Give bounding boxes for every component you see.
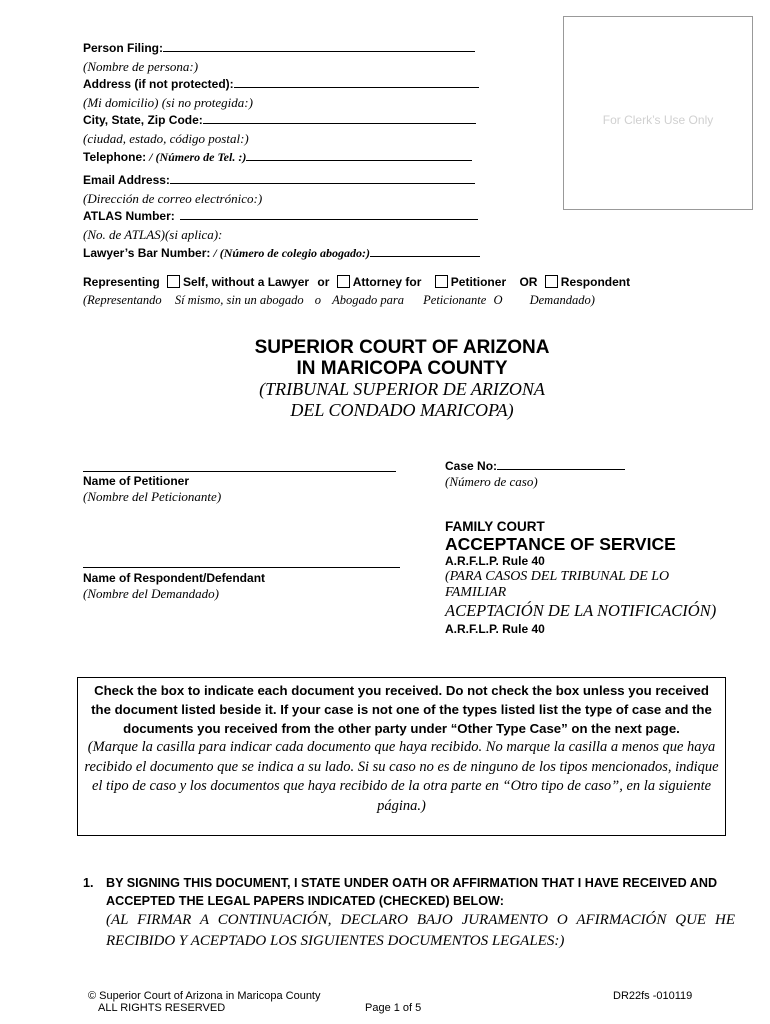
bar-number-es: / (Número de colegio abogado:)	[210, 246, 371, 260]
petitioner-es: Peticionante	[423, 293, 487, 307]
case-no-row	[445, 459, 625, 473]
person-filing-es: (Nombre de persona:)	[83, 59, 199, 74]
bar-number-row	[83, 246, 480, 261]
family-court-label: FAMILY COURT	[445, 519, 545, 534]
attorney-checkbox[interactable]	[337, 275, 350, 288]
email-row	[83, 173, 475, 187]
telephone-label: Telephone:	[83, 150, 147, 164]
person-filing-field[interactable]	[163, 51, 475, 52]
respondent-es: Demandado)	[529, 293, 595, 307]
form-title-es-line2: FAMILIAR	[445, 585, 507, 600]
case-no-field[interactable]	[497, 469, 625, 470]
respondent-name-es: (Nombre del Demandado)	[83, 586, 219, 601]
person-filing-label: Person Filing:	[83, 41, 164, 55]
person-filing-row	[83, 41, 475, 55]
or-caps-label: OR	[519, 275, 538, 289]
email-field[interactable]	[170, 183, 475, 184]
representing-row	[83, 275, 630, 289]
section-1-spanish: (AL FIRMAR A CONTINUACIÓN, DECLARO BAJO JURAMENTO O AFIRMACIÓN QUE HE RECIBIDO Y ACEPTADO LOS SIGUIENTES DOCUMENTOS LEGALES:)	[106, 912, 735, 949]
section-1-number: 1.	[83, 876, 94, 890]
footer-page-number: Page 1 of 5	[365, 1002, 422, 1014]
city-label: City, State, Zip Code:	[83, 113, 203, 127]
court-title-line1: SUPERIOR COURT OF ARIZONA	[254, 337, 550, 358]
bar-number-label: Lawyer’s Bar Number:	[83, 246, 211, 260]
petitioner-checkbox[interactable]	[435, 275, 448, 288]
telephone-field[interactable]	[246, 160, 472, 161]
or-es: o	[314, 293, 322, 307]
email-label: Email Address:	[83, 173, 170, 187]
city-es: (ciudad, estado, código postal:)	[83, 131, 249, 146]
case-no-es: (Número de caso)	[445, 474, 538, 489]
or-label: or	[317, 275, 330, 289]
petitioner-name-line[interactable]	[83, 471, 396, 472]
court-title-es-line1: (TRIBUNAL SUPERIOR DE ARIZONA	[259, 379, 545, 399]
atlas-row	[83, 209, 478, 223]
representing-es-label: (Representando	[83, 293, 162, 307]
atlas-label: ATLAS Number:	[83, 209, 175, 223]
section-1-english: BY SIGNING THIS DOCUMENT, I STATE UNDER OATH OR AFFIRMATION THAT I HAVE RECEIVED AND ACCEPTED THE LEGAL PAPERS INDICATED (CHECKED) BELOW:	[106, 876, 718, 908]
address-label: Address (if not protected):	[83, 77, 234, 91]
respondent-label: Respondent	[560, 275, 631, 289]
rule-label: A.R.F.L.P. Rule 40	[445, 554, 545, 568]
or-caps-es: O	[493, 293, 503, 307]
court-heading	[0, 337, 770, 421]
respondent-name-label: Name of Respondent/Defendant	[83, 571, 266, 585]
petitioner-label: Petitioner	[450, 275, 507, 289]
court-title-line2: IN MARICOPA COUNTY	[296, 358, 508, 379]
email-es: (Dirección de correo electrónico:)	[83, 191, 263, 206]
form-title: ACCEPTANCE OF SERVICE	[445, 534, 676, 554]
instructions-box	[77, 677, 726, 836]
footer-copyright: © Superior Court of Arizona in Maricopa County	[88, 990, 321, 1002]
address-row	[83, 77, 479, 91]
respondent-name-line[interactable]	[83, 567, 400, 568]
case-no-label: Case No:	[445, 459, 498, 473]
telephone-row	[83, 150, 472, 165]
self-label: Self, without a Lawyer	[183, 275, 310, 289]
clerk-use-box	[563, 16, 753, 210]
telephone-es: / (Número de Tel. :)	[146, 150, 247, 164]
self-es: Sí mismo, sin un abogado	[174, 293, 304, 307]
petitioner-name-es: (Nombre del Peticionante)	[83, 489, 222, 504]
clerk-use-label: For Clerk’s Use Only	[602, 113, 714, 127]
attorney-label: Attorney for	[352, 275, 422, 289]
instructions-spanish: (Marque la casilla para indicar cada documento que haya recibido. No marque la casilla a menos que haya recibido el documento que se indica a su lado. Si su caso no es de ninguno de los tipos mencionados, indique el tipo de caso y los documentos que haya recibido de la otra parte en “Otro tipo de caso”, en la siguiente página.)	[84, 739, 719, 814]
respondent-checkbox[interactable]	[545, 275, 558, 288]
city-row	[83, 113, 476, 127]
city-field[interactable]	[203, 123, 476, 124]
atlas-es: (No. de ATLAS)(si aplica):	[83, 227, 223, 242]
rule-label-2: A.R.F.L.P. Rule 40	[445, 622, 545, 636]
representing-label: Representing	[83, 275, 160, 289]
bar-number-field[interactable]	[370, 256, 480, 257]
court-title-es-line2: DEL CONDADO MARICOPA)	[290, 400, 514, 420]
petitioner-name-label: Name of Petitioner	[83, 474, 190, 488]
self-checkbox[interactable]	[167, 275, 180, 288]
footer-form-code: DR22fs -010119	[613, 990, 693, 1002]
instructions-english: Check the box to indicate each document you received. Do not check the box unless you received the document listed beside it. If your case is not one of the types listed list the type of case and the documents you received from the other party under “Other Type Case” on the next page.	[91, 683, 712, 736]
form-title-es-line1: (PARA CASOS DEL TRIBUNAL DE LO	[445, 569, 670, 584]
address-field[interactable]	[234, 87, 479, 88]
representing-es-row	[83, 293, 595, 308]
atlas-field[interactable]	[180, 219, 478, 220]
form-title-es: ACEPTACIÓN DE LA NOTIFICACIÓN)	[445, 601, 717, 620]
attorney-es: Abogado para	[332, 293, 405, 307]
footer-rights: ALL RIGHTS RESERVED	[98, 1002, 226, 1014]
address-es: (Mi domicilio) (si no protegida:)	[83, 95, 253, 110]
